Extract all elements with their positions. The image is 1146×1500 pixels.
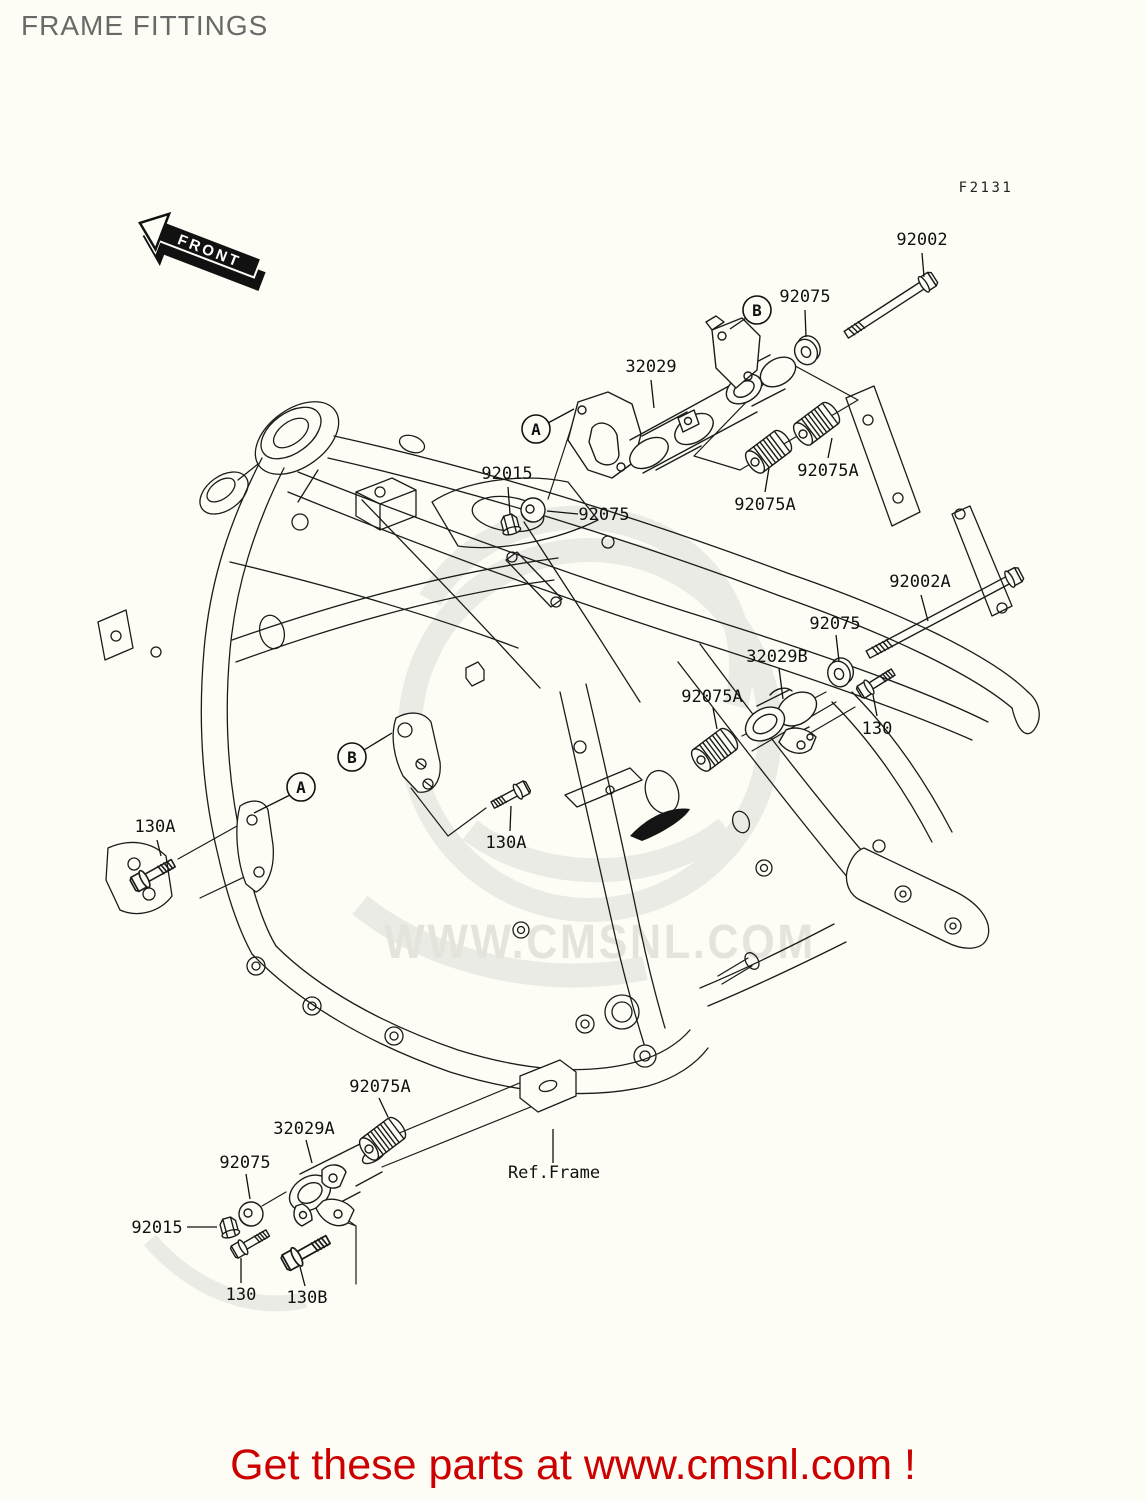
part-label-92075a-4: 92075A <box>349 1077 411 1097</box>
part-label-92075-4: 92075 <box>219 1153 271 1173</box>
front-arrow-label: FRONT <box>175 231 244 272</box>
part-label-32029a: 32029A <box>273 1119 335 1139</box>
part-label-130-2: 130 <box>225 1285 257 1305</box>
part-label-130-1: 130 <box>861 719 893 739</box>
part-label-92015-2: 92015 <box>131 1218 183 1238</box>
part-label-130a-2: 130A <box>485 833 527 853</box>
callout-a-top-label: A <box>531 420 541 439</box>
callout-b-top-label: B <box>752 301 762 320</box>
exploded-parts <box>128 270 1025 1273</box>
figure-code: F2131 <box>958 180 1014 196</box>
bolt-92002 <box>841 270 939 342</box>
front-arrow-icon <box>126 202 274 302</box>
washer-92075-2 <box>521 498 545 522</box>
washer-92075-bottom <box>239 1202 263 1226</box>
part-label-130b: 130B <box>286 1288 328 1308</box>
part-label-92002a: 92002A <box>889 572 951 592</box>
nut-92015-bottom <box>218 1216 240 1240</box>
bolt-130b <box>279 1231 333 1273</box>
part-label-92075-2: 92075 <box>578 505 630 525</box>
part-label-130a-1: 130A <box>134 817 176 837</box>
part-label-92075a-3: 92075A <box>681 687 743 707</box>
part-label-92075a-2: 92075A <box>734 495 796 515</box>
page-title: FRAME FITTINGS <box>21 10 269 41</box>
part-label-92002: 92002 <box>896 230 948 250</box>
ref-frame-label: Ref.Frame <box>507 1163 601 1183</box>
part-label-92075a-1: 92075A <box>797 461 859 481</box>
part-label-32029: 32029 <box>625 357 677 377</box>
part-labels <box>131 230 950 1308</box>
damper-92075a-1 <box>790 399 843 448</box>
bracket-32029-plate-a <box>568 392 641 478</box>
watermark-text: WWW.CMSNL.COM <box>384 916 816 969</box>
frame-drawing <box>98 386 1039 1112</box>
callout-b-mid-label: B <box>347 748 357 767</box>
part-label-92075-1: 92075 <box>779 287 831 307</box>
callout-a-left-label: A <box>296 778 306 797</box>
part-label-32029b: 32029B <box>746 647 808 667</box>
clamp-32029b <box>739 685 823 753</box>
part-label-92015-1: 92015 <box>481 464 533 484</box>
part-label-92075-3: 92075 <box>809 614 861 634</box>
footer-promo-link[interactable]: Get these parts at www.cmsnl.com ! <box>230 1441 916 1489</box>
